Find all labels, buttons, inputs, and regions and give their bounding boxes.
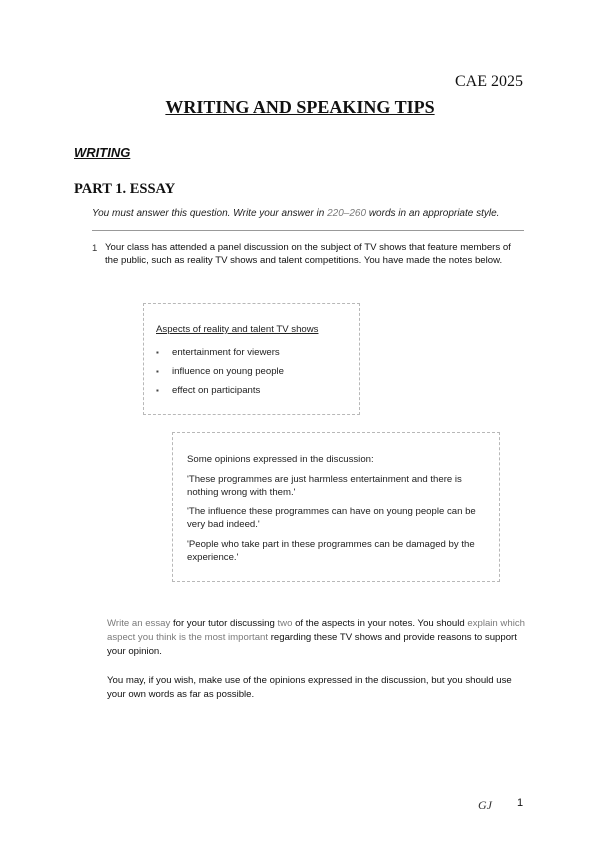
task-text: for your tutor discussing bbox=[170, 618, 278, 629]
notes-item: ▪ entertainment for viewers bbox=[156, 343, 284, 362]
opinion-item: 'People who take part in these programmes can be damaged by the experience.' bbox=[187, 539, 475, 563]
task-instruction bbox=[92, 208, 499, 219]
page-number: 1 bbox=[517, 797, 524, 809]
opinion-item: 'The influence these programmes can have on young people can be very bad indeed.' bbox=[187, 506, 476, 530]
word-range: 220–260 bbox=[327, 208, 367, 219]
divider-line bbox=[92, 230, 524, 231]
task-text: two bbox=[277, 618, 293, 629]
notes-item: ▪ influence on young people bbox=[156, 362, 284, 381]
notes-item: ▪ effect on participants bbox=[156, 381, 284, 400]
question-number: 1 bbox=[92, 243, 98, 254]
opinions-intro: Some opinions expressed in the discussion: bbox=[187, 454, 374, 465]
task-text: regarding these TV shows and provide reasons to support your opinion. bbox=[107, 632, 517, 657]
question-text: Your class has attended a panel discussion on the subject of TV shows that feature members of the public, such as reality TV shows and talent competitions. You have made the notes below. bbox=[105, 242, 511, 266]
part-heading: PART 1. ESSAY bbox=[74, 181, 176, 197]
author-initials: GJ bbox=[478, 798, 492, 812]
notes-list bbox=[156, 343, 284, 400]
page-title: WRITING AND SPEAKING TIPS bbox=[165, 97, 435, 117]
task-note-paragraph: You may, if you wish, make use of the opinions expressed in the discussion, but you should use your own words as far as possible. bbox=[107, 675, 512, 700]
section-heading: WRITING bbox=[74, 145, 131, 160]
instruction-text-start: You must answer this question. Write your answer in bbox=[92, 208, 328, 219]
task-text: explain which aspect you think is the most important bbox=[107, 618, 525, 643]
task-paragraph bbox=[107, 617, 527, 659]
task-text: Write an essay bbox=[107, 618, 171, 629]
exam-year-label: CAE 2025 bbox=[455, 73, 523, 90]
notes-title: Aspects of reality and talent TV shows bbox=[156, 324, 319, 335]
instruction-text-end: words in an appropriate style. bbox=[366, 208, 500, 219]
task-text: of the aspects in your notes. You should bbox=[292, 618, 468, 629]
opinion-item: 'These programmes are just harmless entertainment and there is nothing wrong with them.' bbox=[187, 474, 462, 498]
